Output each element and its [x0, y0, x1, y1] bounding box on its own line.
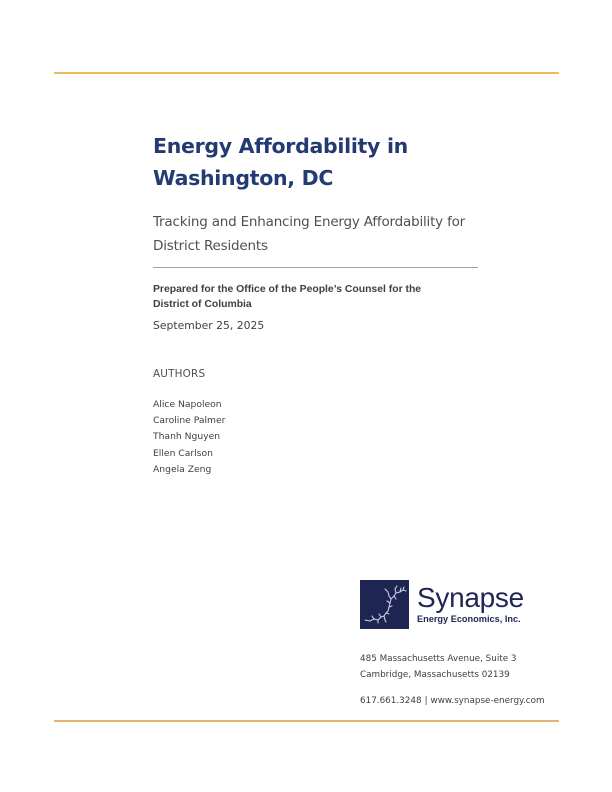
website-link[interactable]: www.synapse-energy.com: [430, 696, 545, 706]
section-divider: [153, 267, 478, 268]
authors-heading: AUTHORS: [153, 368, 206, 380]
author-item: Alice Napoleon: [153, 399, 222, 410]
synapse-neuron-icon: [360, 580, 409, 629]
prepared-for-line-1: Prepared for the Office of the People’s Counsel for the: [153, 284, 422, 295]
organization-contact: [360, 694, 545, 708]
author-item: Angela Zeng: [153, 463, 212, 475]
synapse-logo: [360, 580, 524, 629]
address-line-1: 485 Massachusetts Avenue, Suite 3: [360, 654, 517, 664]
organization-name: Synapse: [417, 582, 524, 613]
subtitle-line-1: Tracking and Enhancing Energy Affordability for: [153, 214, 466, 230]
author-item: Thanh Nguyen: [153, 431, 221, 443]
logo-wordmark: [417, 584, 524, 625]
subtitle-line-2: District Residents: [153, 238, 268, 254]
document-date: September 25, 2025: [153, 319, 265, 332]
document-subtitle: [153, 210, 503, 258]
organization-address: [360, 651, 517, 683]
bottom-rule: [54, 720, 559, 722]
authors-list: [153, 397, 225, 478]
contact-separator: |: [424, 696, 428, 706]
prepared-for-line-2: District of Columbia: [153, 299, 252, 310]
phone-number: 617.661.3248: [360, 696, 422, 706]
prepared-for: [153, 282, 473, 312]
author-item: Caroline Palmer: [153, 415, 226, 427]
author-item: Ellen Carlson: [153, 447, 213, 459]
title-line-2: Washington, DC: [153, 166, 334, 190]
title-line-1: Energy Affordability in: [153, 134, 408, 158]
top-rule: [54, 72, 559, 74]
document-title: [153, 130, 513, 194]
organization-tagline: Energy Economics, Inc.: [417, 614, 521, 624]
address-line-2: Cambridge, Massachusetts 02139: [360, 670, 510, 680]
